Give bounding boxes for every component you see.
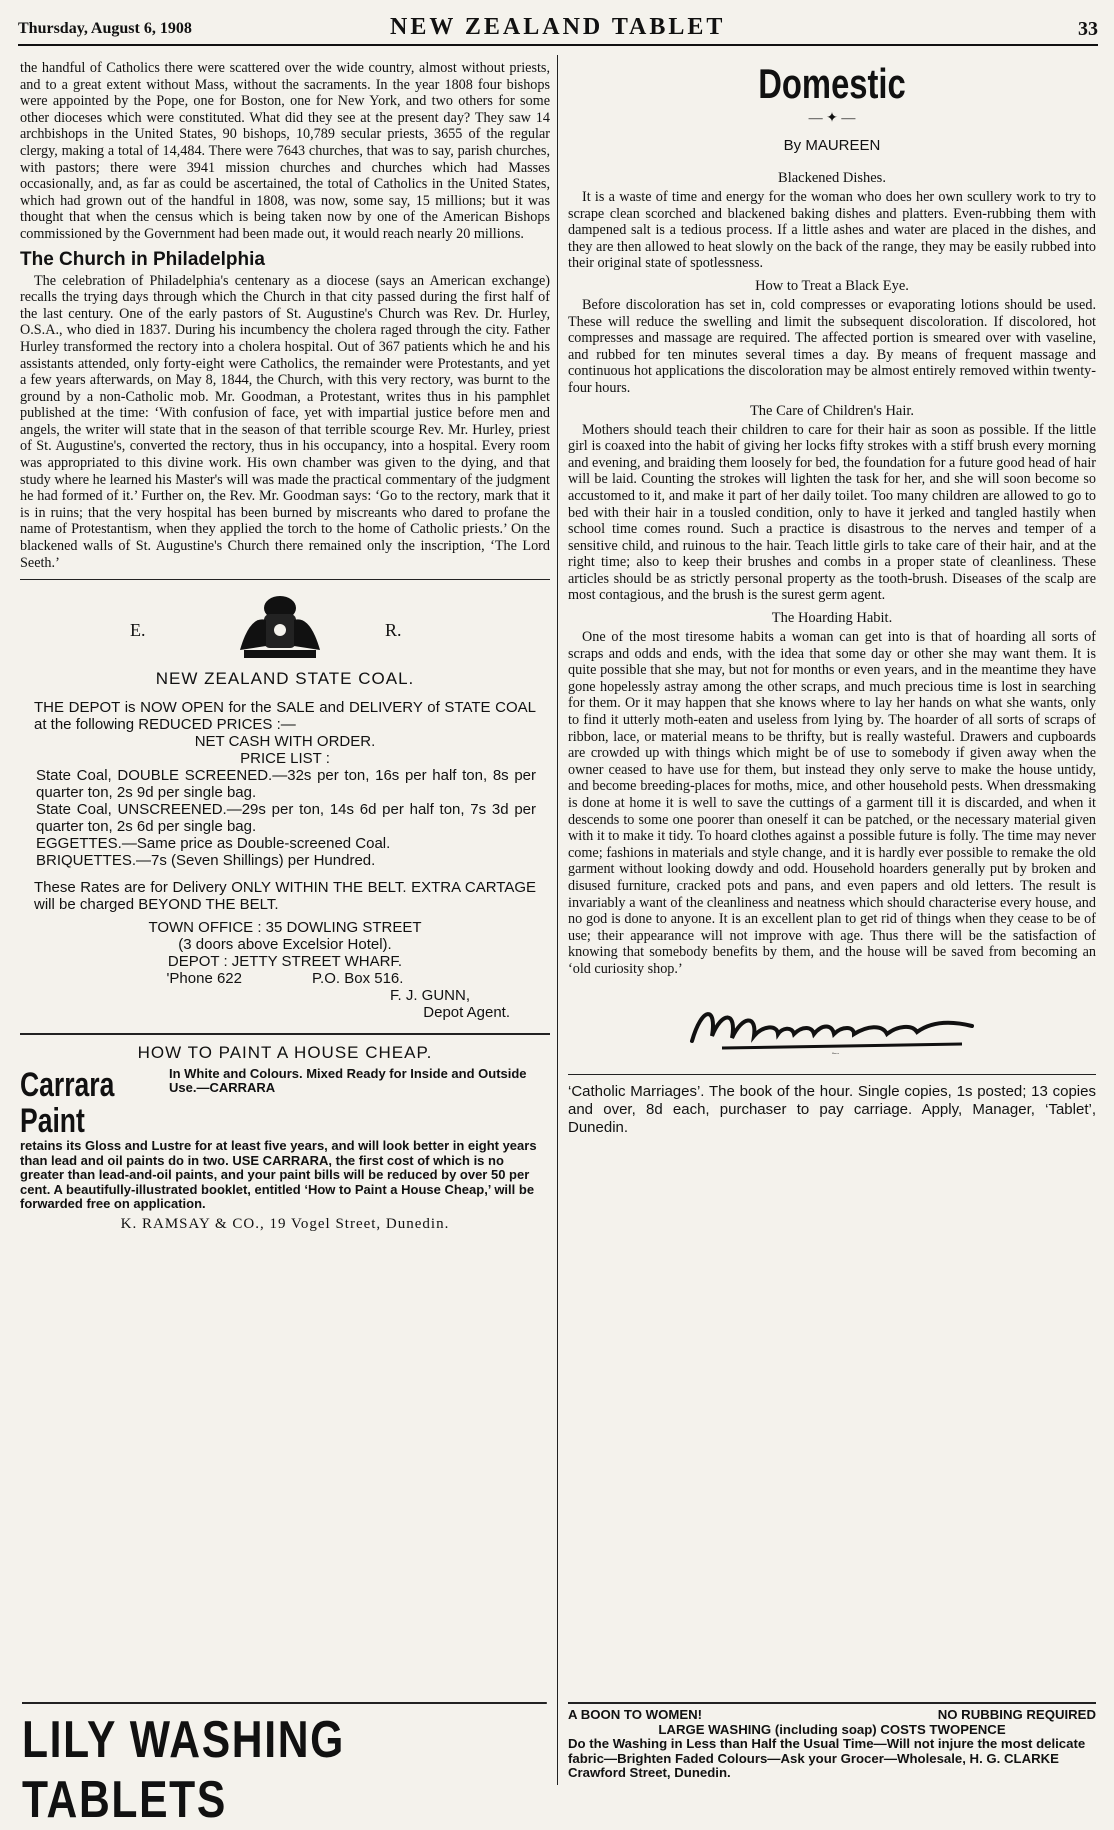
coal-depot: DEPOT : JETTY STREET WHARF.	[167, 953, 403, 971]
coal-rates: These Rates are for Delivery ONLY WITHIN THE BELT. EXTRA CARTAGE will be charged BEYOND THE BELT.	[34, 879, 536, 914]
article-paragraph: The celebration of Philadelphia's centenary as a diocese (says an American exchange) recalls the trying days through which the Church in that city passed during the first half of the last century. One of the early pastors of St. Augustine's Church was Rev. Dr. Hurley, O.S.A., who died in 1837. During his incumbency the cholera raged through the city. Father Hurley transformed the rectory into a cholera hospital. Out of 367 patients which he and his assistants attended, only forty-eight were Catholics, the remainder were Protestants, and yet a few years afterwards, on May 8, 1844, the Church, with this very rectory, was burnt to the ground by a non-Catholic mob. Mr. Goodman, a Protestant, writes thus in his pamphlet published at the time: ‘With confusion of face, yet with impartial justice before men and angels, the writer will state that in the season of that terrible scourge Rev. Mr. Hurley, priest of St. Augustine's, converted the rectory, thus in his occupancy, into a hospital. Every room was appropriated to this divine work. His own chamber was given to the dying, and that study where he learned his Master's will was made the practical commentary of the judgment he had formed of it.’ Further on, the Rev. Mr. Goodman says: ‘Go to the rectory, mark that it is in ruins; that the very hospital has been burned by miscreants who dared to profane the name of Protestantism, when they applied the torch to the home of Catholic priests.’ On the blackened walls of St. Augustine's Church there remained only the inscription, ‘The Lord Seeth.’	[20, 272, 550, 571]
coal-intro: THE DEPOT is NOW OPEN for the SALE and DELIVERY of STATE COAL at the following REDUCED PRICES :—	[34, 699, 536, 734]
byline: By MAUREEN	[783, 137, 881, 154]
page-number: 33	[1078, 18, 1098, 40]
coal-box: P.O. Box 516.	[311, 970, 404, 988]
coal-cash: NET CASH WITH ORDER.	[194, 733, 376, 751]
ornament-icon: — ✦ —	[808, 111, 856, 126]
boon-body: Do the Washing in Less than Half the Usual Time—Will not injure the most delicate fabric—Brighten Faded Colours—Ask your Grocer—Wholesale, H. G. CLARKE Crawford Street, Dunedin.	[568, 1736, 1086, 1780]
boon-header-row	[568, 1708, 1096, 1723]
coal-contact-row	[20, 970, 550, 987]
subheading: Blackened Dishes.	[778, 170, 886, 186]
masthead	[18, 14, 1098, 46]
boon-line2: LARGE WASHING (including soap) COSTS TWOPENCE	[658, 1721, 1006, 1737]
crest-row	[20, 590, 550, 666]
coal-ad-body	[20, 670, 550, 1021]
boon-right: NO RUBBING REQUIRED	[937, 1707, 1096, 1722]
coal-town-office: TOWN OFFICE : 35 DOWLING STREET	[148, 919, 422, 937]
paint-ad-title: HOW TO PAINT A HOUSE CHEAP.	[137, 1043, 433, 1063]
newspaper-title: NEW ZEALAND TABLET	[390, 14, 726, 40]
royal-cipher-r: R.	[385, 620, 402, 641]
article-paragraph: It is a waste of time and energy for the woman who does her own scullery work to try to scrape clean scorched and blackened baking dishes and platters. Even-rubbing them with dampened salt is a tedious process. If a little ashes and water are placed in the dishes, and they are then allowed to heat slowly on the back of the range, they may be easily rubbed into their original state of spotlessness.	[568, 189, 1096, 272]
coal-item: BRIQUETTES.—7s (Seven Shillings) per Hundred.	[36, 852, 376, 870]
subheading: The Care of Children's Hair.	[749, 402, 915, 419]
coal-agent-name: F. J. GUNN,	[389, 987, 470, 1005]
subheading: The Hoarding Habit.	[771, 610, 893, 627]
coal-price-list: PRICE LIST :	[240, 750, 330, 768]
column-divider	[557, 55, 558, 1785]
article-paragraph: Mothers should teach their children to care for their hair as soon as possible. If the little girl is coaxed into the habit of giving her locks fifty strokes with a stiff brush every morning and evening, and braiding them loosely for bed, the foundation for a future good head of hair will be laid. Counting the strokes will lighten the task for her, and she will soon become so accustomed to it, and make it part of her daily toilet. Too many children are allowed to go to bed with their hair in a tousled condition, only to have it jerked and tangled hastily when school time comes round. Such a practice is disastrous to the nerves and temper of a sensitive child, and ruinous to the hair. Teach little girls to take care of their hair, and at the right time; also to keep their brushes and combs in a proper state of cleanliness. These articles should be as strictly personal property as the tooth-brush. Diseases of the scalp are most contagious, and the brush is the surest germ agent.	[568, 421, 1096, 604]
article-paragraph: Before discoloration has set in, cold compresses or evaporating lotions should be used. These will reduce the swelling and limit the subsequent discoloration. If discolored, hot compresses and massage are required. The affected portion is smeared over with vaseline, and rubbed for ten minutes several times a day. By means of frequent massage and continuous hot applications the discoloration may be almost entirely removed within twenty-four hours.	[568, 296, 1096, 396]
maureen-signature	[682, 996, 982, 1056]
state-coal-advertisement	[20, 579, 550, 1233]
paint-footer: K. RAMSAY & CO., 19 Vogel Street, Dunedin.	[120, 1215, 450, 1232]
paint-brand-row	[20, 1067, 550, 1139]
right-column	[568, 60, 1096, 1137]
article-paragraph: the handful of Catholics there were scattered over the wide country, almost without priests, and to a great extent without Mass, without the sacraments. In the year 1808 four bishops were appointed by the Pope, one for Boston, one for New York, and two others for some other dioceses which were constituted. What did they see at the present day? They saw 14 archbishops in the United States, 90 bishops, 10,789 secular priests, 3655 of the regular clergy, making a total of 14,484. There were 7643 churches, that was to say, parish churches, with pastors; there were 3941 mission churches and churches which had Masses occasionally, and, as far as could be ascertained, the total of Catholics in the United States, which had grown out of the handful in 1808, was now, some say, 15 millions; but it was thought that when the census which is being taken now by one of the American Bishops commissioned by the Government had been made out, it would reach nearly 20 millions.	[20, 60, 550, 242]
left-column	[20, 60, 550, 1233]
carrara-paint-advertisement	[20, 1033, 550, 1233]
issue-date: Thursday, August 6, 1908	[18, 20, 192, 37]
royal-coat-of-arms-icon	[230, 590, 330, 664]
coal-heading: NEW ZEALAND STATE COAL.	[155, 669, 415, 689]
paint-tagline: In White and Colours. Mixed Ready for Inside and Outside Use.—CARRARA	[169, 1066, 527, 1096]
royal-cipher-e: E.	[130, 620, 146, 641]
lily-washing-tablets-ad: LILY WASHING TABLETS	[22, 1702, 547, 1830]
article-paragraph: One of the most tiresome habits a woman can get into is that of hoarding all sorts of scraps and odds and ends, with the idea that some day or other she may want them. It is quite possible that she may, but not for months or even years, and in the meantime they have gone hopelessly astray among the other scraps, and much precious time is lost in searching for them. Or it may happen that she knows where to lay her hands on what she wants, only to find it utterly moth-eaten and useless from lying by. The hoarder of all sorts of scraps of ribbon, lace, or material means to be thrifty, but is really wasteful. Drawers and cupboards are crowded up with things which might be of use to somebody if given away when the owner ceased to have use for them, but instead they only serve to make the house untidy, and become breeding-places for moths, mice, and other household pests. When dressmaking is done at home it is well to save the cuttings of a garment till it is discarded, and when it descends to some one poorer than oneself it can be patched, or the necessary material given with it to make it tidy. To hoard clothes against a possible future is folly. The time may never come; fashions in materials and style change, and it is hardly ever possible to remake the old garment without looking dowdy and odd. Household hoarders generally put by broken and disused furniture, cracked pots and pans, and even papers and old letters. The result is invariably a want of the cleanliness and neatness which should characterise every house, and no god is done to anyone. It is an excellent plan to get rid of things when they cease to be of use; their appearance will not improve with age. Thus there will be the satisfaction of knowing that somebody benefits by them, and the house will be saved from becoming an ‘old curiosity shop.’	[568, 629, 1096, 977]
domestic-title: Domestic	[758, 60, 906, 107]
section-heading: The Church in Philadelphia	[20, 248, 265, 270]
coal-item: EGGETTES.—Same price as Double-screened Coal.	[36, 835, 391, 853]
boon-left: A BOON TO WOMEN!	[568, 1707, 703, 1722]
boon-to-women-ad	[568, 1702, 1096, 1781]
signature-text: Maureen	[832, 1052, 840, 1055]
coal-phone: 'Phone 622	[166, 970, 242, 988]
subheading: How to Treat a Black Eye.	[755, 277, 909, 294]
coal-item: State Coal, UNSCREENED.—29s per ton, 14s 6d per half ton, 7s 3d per quarter ton, 2s 6d per single bag.	[36, 801, 536, 836]
coal-doors: (3 doors above Excelsior Hotel).	[178, 936, 392, 954]
coal-item: State Coal, DOUBLE SCREENED.—32s per ton, 16s per half ton, 8s per quarter ton, 2s 9d per single bag.	[36, 767, 536, 802]
coal-agent-title: Depot Agent.	[423, 1004, 510, 1022]
catholic-marriages-ad: ‘Catholic Marriages’. The book of the hour. Single copies, 1s posted; 13 copies and over, 8d each, purchaser to pay carriage. Apply, Manager, ‘Tablet’, Dunedin.	[568, 1074, 1096, 1137]
paint-body: retains its Gloss and Lustre for at least five years, and will look better in eight years than lead and oil paints do in two. USE CARRARA, the first cost of which is no greater than lead-and-oil paints, and your paint bills will be reduced by over 50 per cent. A beautifully-illustrated booklet, entitled ‘How to Paint a House Cheap,’ will be forwarded free on application.	[20, 1138, 537, 1212]
paint-brand: Carrara Paint	[20, 1066, 115, 1141]
